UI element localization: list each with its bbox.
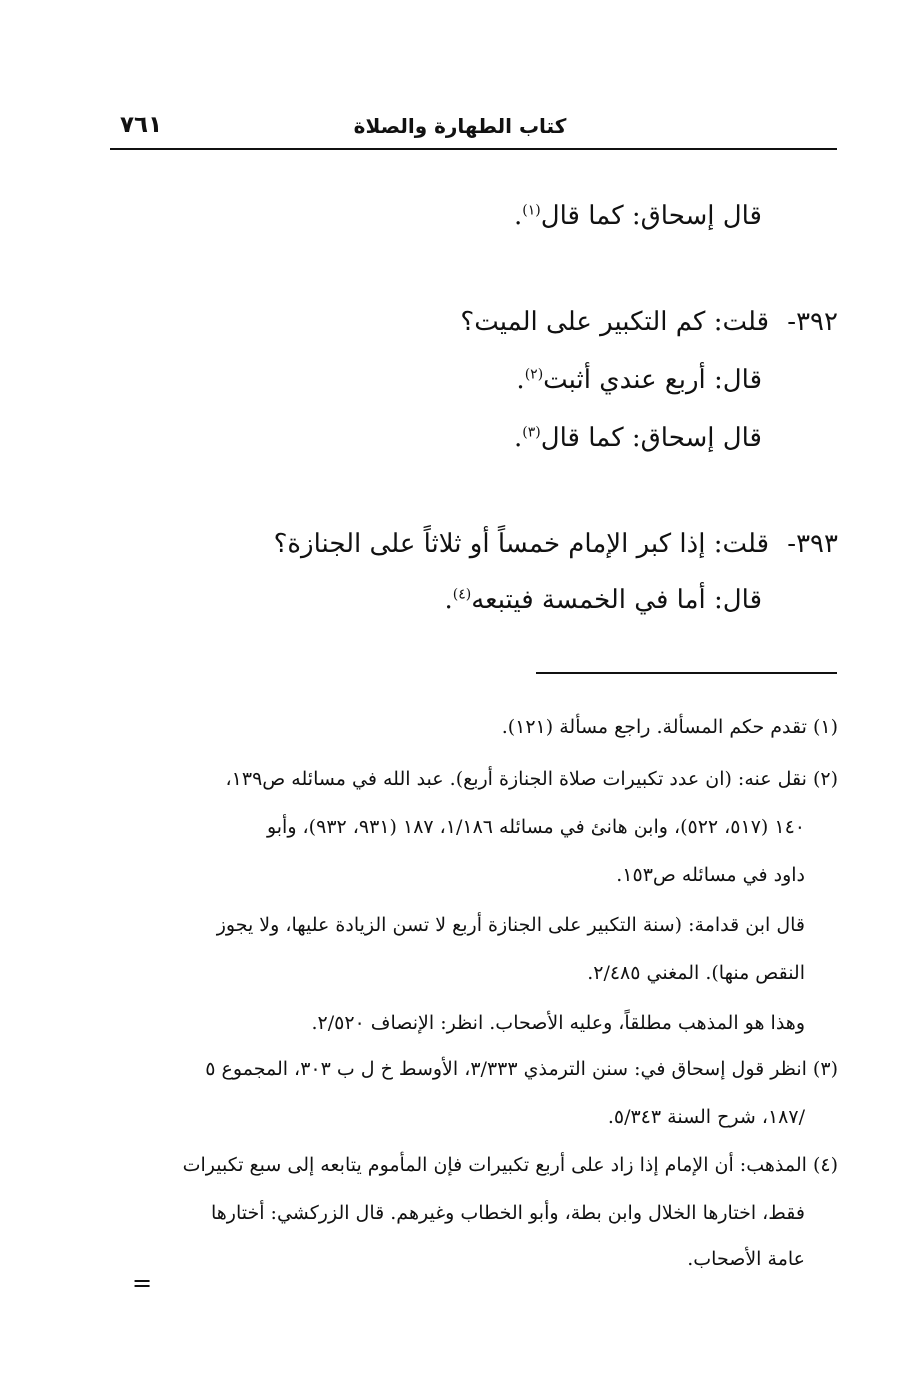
answer-end: . (516, 365, 525, 395)
answer-end: . (514, 201, 523, 231)
answer-text: قال: أربع عندي أثبت (543, 365, 762, 395)
question-393 (218, 524, 838, 564)
footnote-1: (١) تقدم حكم المسألة. راجع مسألة (١٢١). (501, 716, 838, 738)
footnote-separator (536, 672, 837, 674)
running-header-title: كتاب الطهارة والصلاة (353, 114, 567, 138)
footnote-2-line: قال ابن قدامة: (سنة التكبير على الجنازة أربع لا تسن الزيادة عليها، ولا يجوز (216, 914, 805, 936)
answer-line (142, 580, 762, 620)
answer-line (142, 196, 762, 236)
footnote-3-line: /١٨٧، شرح السنة ٥/٣٤٣. (607, 1106, 805, 1128)
answer-text: قال إسحاق: كما قال (540, 201, 762, 231)
question-392 (218, 302, 838, 342)
footnote-ref[interactable]: (٢) (524, 366, 544, 383)
answer-text: قال إسحاق: كما قال (540, 423, 762, 453)
footnote-4-line: (٤) المذهب: أن الإمام إذا زاد على أربع تكبيرات فإن المأموم يتابعه إلى سبع تكبيرات (182, 1154, 838, 1176)
question-number: ٣٩٢- (787, 307, 838, 337)
footnote-3-line: (٣) انظر قول إسحاق في: سنن الترمذي ٣/٣٣٣، الأوسط خ ل ب ٣٠٣، المجموع ٥ (205, 1058, 838, 1080)
footnote-2-line: ١٤٠ (٥١٧، ٥٢٢)، وابن هانئ في مسائله ١/١٨٦، ١٨٧ (٩٣١، ٩٣٢)، وأبو (266, 816, 805, 838)
footnote-2-line: داود في مسائله ص١٥٣. (616, 864, 805, 886)
question-text: قلت: كم التكبير على الميت؟ (460, 307, 770, 337)
footnote-2-line: وهذا هو المذهب مطلقاً، وعليه الأصحاب. انظر: الإنصاف ٢/٥٢٠. (311, 1012, 805, 1034)
question-text: قلت: إذا كبر الإمام خمساً أو ثلاثاً على الجنازة؟ (273, 529, 770, 559)
page-number: ٧٦١ (120, 112, 163, 138)
footnote-4-line: فقط، اختارها الخلال وابن بطة، وأبو الخطاب وغيرهم. قال الزركشي: أختارها (210, 1202, 805, 1224)
footnote-4-line: عامة الأصحاب. (687, 1248, 805, 1270)
footnote-continuation-mark: = (132, 1269, 153, 1297)
answer-line (142, 418, 762, 458)
header-rule (110, 148, 837, 150)
answer-text: قال: أما في الخمسة فيتبعه (471, 585, 762, 615)
footnote-ref[interactable]: (٤) (452, 586, 472, 603)
footnote-ref[interactable]: (٣) (522, 424, 541, 441)
answer-end: . (514, 423, 523, 453)
footnote-ref[interactable]: (١) (522, 202, 541, 219)
question-number: ٣٩٣- (787, 529, 838, 559)
footnote-2-line: النقص منها). المغني ٢/٤٨٥. (587, 962, 805, 984)
answer-end: . (444, 585, 453, 615)
answer-line (142, 360, 762, 400)
footnote-2-line: (٢) نقل عنه: (ان عدد تكبيرات صلاة الجنازة أربع). عبد الله في مسائله ص١٣٩، (225, 768, 838, 790)
